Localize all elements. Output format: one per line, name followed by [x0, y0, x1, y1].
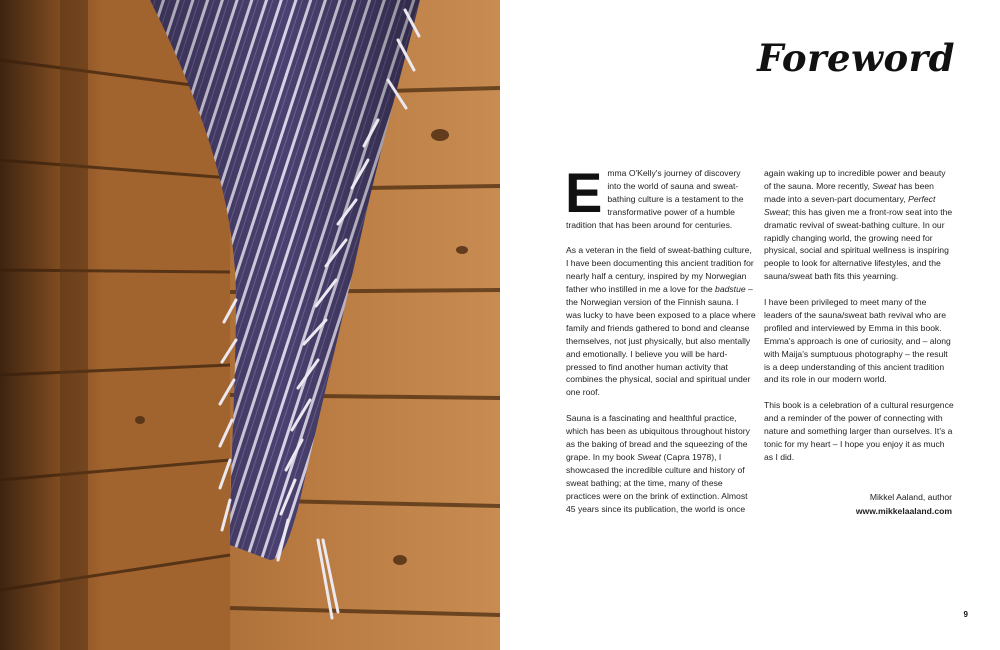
paragraph: I have been privileged to meet many of the leaders of the sauna/sweat bath revival who are profiled and interviewed by Emma in this book. Emma's approach is one of curiosity, and – along with Maija's sumptuous photography – the result is a deep understanding of this ancient tradition and its role in our modern world. — [764, 297, 951, 385]
paragraph-text: (Capra 1978), I showcased the incredible culture and history of sweat bathing; at the time, many of these practices were on the brink of extinction. Almost 45 years since its publication, the world is once — [566, 451, 748, 514]
paragraph-text: Sauna is a fascinating and healthful practice, which has been as ubiquitous throughout history as the baking of bread and the squeezing of the grape. In my book — [566, 413, 750, 462]
page-number: 9 — [963, 610, 968, 619]
author-signature — [764, 490, 952, 518]
drop-cap: E — [565, 161, 603, 224]
page-title: Foreword — [757, 36, 955, 80]
author-name: Mikkel Aaland, author — [869, 492, 952, 502]
paragraph-text: mma O'Kelly's journey of discovery into the world of sauna and sweat-bathing culture is a testament to the transformative power of a humble tradition that has been around for centuries. — [566, 168, 744, 230]
paragraph-text: again waking up to incredible power and beauty of the sauna. More recently, — [764, 168, 946, 191]
paragraph-text: has been made into a seven-part documentary, — [764, 180, 934, 204]
paragraph-text: ; this has given me a front-row seat into the dramatic revival of sweat-bathing culture. In our rapidly changing world, the growing need for physical, social and spiritual wellness is inspiring people to look for alternative lifestyles, and the sauna/sweat bath fits this yearning. — [764, 206, 953, 282]
paragraph — [565, 161, 756, 232]
paragraph: This book is a celebration of a cultural resurgence and a reminder of the power of connecting with nature and something larger than ourselves. It's a tonic for my heart – I hope you enjoy it as much as I did. — [764, 400, 954, 462]
book-title: Sweat — [872, 180, 897, 191]
text-column-left — [565, 161, 756, 528]
italic-term: badstue — [715, 284, 746, 295]
book-title: Sweat — [637, 451, 662, 462]
paragraph-text: – the Norwegian version of the Finnish sauna. I was lucky to have been exposed to a place where family and friends gathered to bond and cleanse themselves, not just physically, but also mentally and emotionally. I believe you will be hard-pressed to find another human activity that combines the physical, social and spiritual under one roof. — [566, 284, 756, 398]
paragraph — [566, 412, 756, 515]
documentary-title: Perfect Sweat — [764, 193, 936, 217]
paragraph — [566, 244, 756, 399]
author-website-link[interactable]: www.mikkelaaland.com — [855, 506, 952, 516]
text-column-right — [764, 167, 954, 477]
foreword-page — [500, 0, 1000, 650]
paragraph-text: As a veteran in the field of sweat-bathing culture, I have been documenting this ancient tradition for nearly half a century, inspired by my Norwegian father who instilled in me a love for the — [566, 245, 754, 295]
paragraph — [764, 167, 954, 283]
